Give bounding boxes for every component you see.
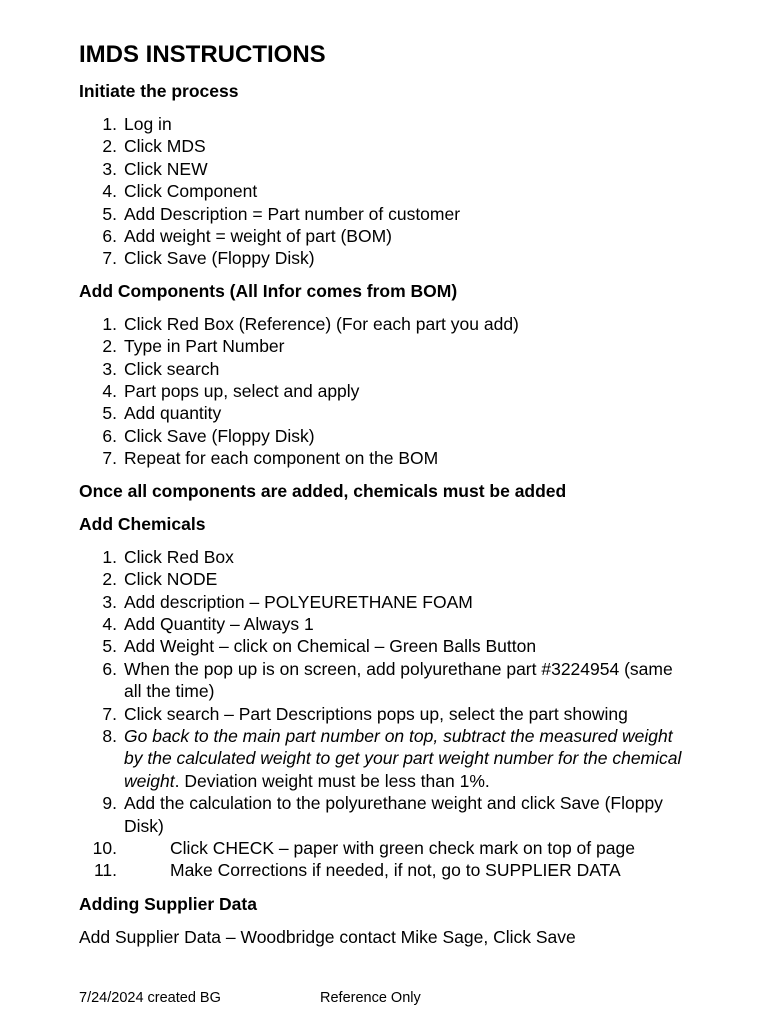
initiate-steps-list: [79, 113, 689, 270]
list-item: 5. Add Weight – click on Chemical – Green Balls Button: [102, 636, 537, 657]
list-item: 2. Type in Part Number: [102, 336, 285, 357]
list-item: 10. Click CHECK – paper with green check mark on top of page: [92, 837, 635, 858]
italic-instruction: Go back to the main part number on top, subtract the measured weight by the calculated weight to get your part weight number for the chemical weight: [124, 725, 682, 791]
section-heading-chemicals-notice: Once all components are added, chemicals must be added: [79, 480, 567, 501]
list-item: 4. Part pops up, select and apply: [102, 381, 360, 402]
list-item: 6. Add weight = weight of part (BOM): [102, 226, 392, 247]
section-heading-supplier-data: Adding Supplier Data: [79, 893, 257, 914]
page-footer: [79, 989, 421, 1007]
list-item: 2. Click MDS: [102, 136, 206, 157]
list-item: 6. Click Save (Floppy Disk): [102, 425, 315, 446]
components-steps-list: [79, 313, 689, 470]
list-item: 7. Click search – Part Descriptions pops up, select the part showing: [102, 703, 628, 724]
supplier-data-text: Add Supplier Data – Woodbridge contact Mike Sage, Click Save: [79, 926, 576, 947]
list-item: 4. Add Quantity – Always 1: [102, 613, 314, 634]
list-item: 3. Add description – POLYEURETHANE FOAM: [102, 591, 473, 612]
list-item: 5. Add quantity: [102, 403, 222, 424]
chemicals-steps-list: [79, 546, 689, 882]
document-page: [79, 40, 689, 948]
footer-reference-note: Reference Only: [320, 990, 421, 1006]
section-heading-add-components: Add Components (All Infor comes from BOM): [79, 280, 458, 301]
list-item: 6. When the pop up is on screen, add polyurethane part #3224954 (same all the time): [102, 658, 673, 702]
list-item: 1. Click Red Box: [102, 546, 234, 567]
list-item: 1. Click Red Box (Reference) (For each part you add): [102, 313, 519, 334]
footer-created-note: 7/24/2024 created BG: [79, 990, 221, 1006]
page-title: IMDS INSTRUCTIONS: [79, 41, 326, 68]
list-item: 5. Add Description = Part number of customer: [102, 203, 461, 224]
list-item: 3. Click search: [102, 358, 220, 379]
list-item: 7. Click Save (Floppy Disk): [102, 248, 315, 269]
section-heading-initiate: Initiate the process: [79, 81, 239, 101]
list-item: 3. Click NEW: [102, 158, 208, 179]
list-item: 1. Log in: [102, 114, 172, 134]
list-item: 11. Make Corrections if needed, if not, go to SUPPLIER DATA: [93, 860, 621, 881]
list-item: 8. Go back to the main part number on top, subtract the measured weight by the calculated weight to get your part weight number for the chemical weight. Deviation weight must be less than 1%.: [102, 725, 682, 791]
list-item: 9. Add the calculation to the polyurethane weight and click Save (Floppy Disk): [102, 793, 663, 836]
list-item: 2. Click NODE: [102, 569, 218, 590]
section-heading-add-chemicals: Add Chemicals: [79, 513, 206, 534]
list-item: 4. Click Component: [102, 181, 258, 202]
list-item: 7. Repeat for each component on the BOM: [102, 448, 439, 469]
